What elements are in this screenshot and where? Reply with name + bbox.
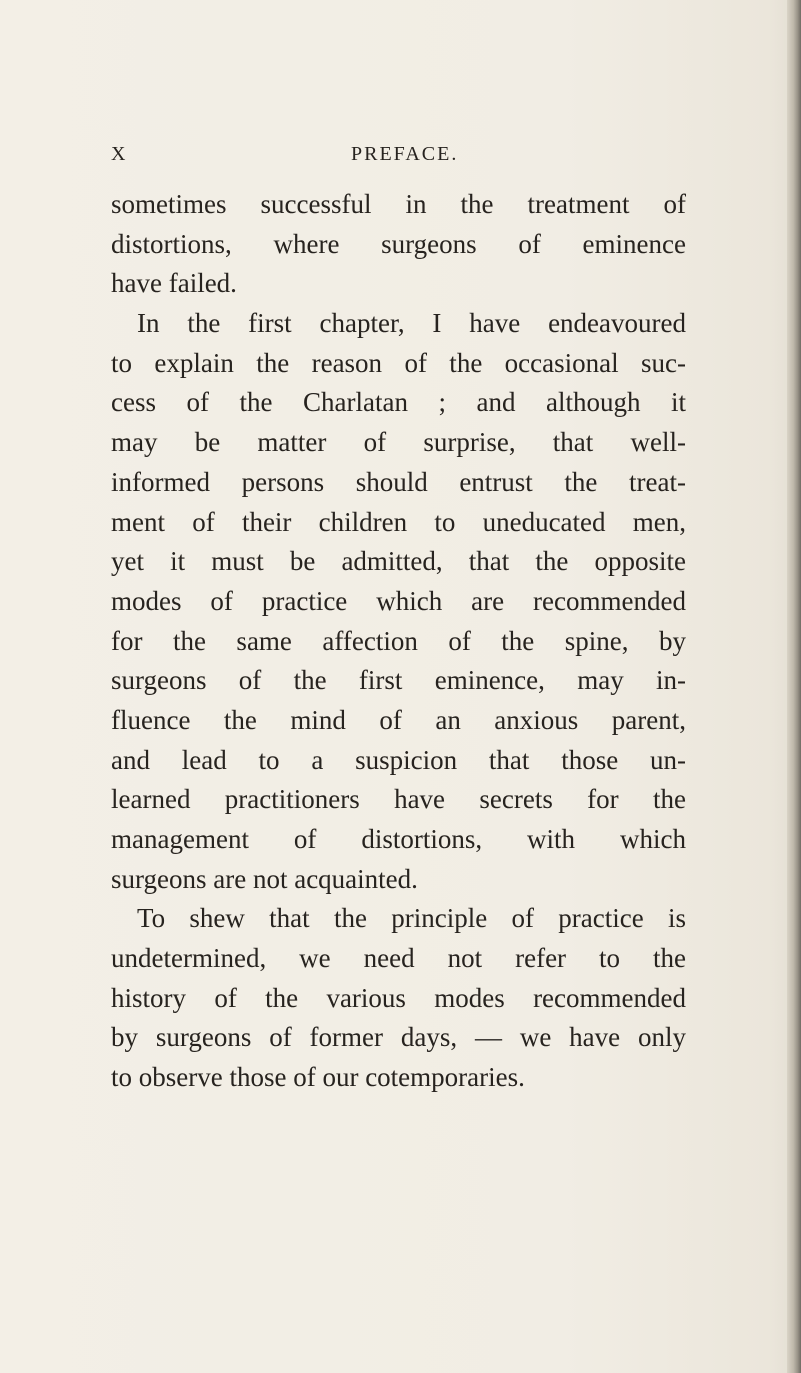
text-line: informed persons should entrust the treat-	[111, 466, 686, 497]
text-line: have failed.	[111, 268, 237, 299]
text-line: surgeons are not acquainted.	[111, 863, 418, 894]
text-line: to observe those of our cotemporaries.	[111, 1062, 525, 1093]
text-line: learned practitioners have secrets for the	[111, 784, 686, 815]
text-line: by surgeons of former days, — we have only	[111, 1022, 686, 1053]
text-line: and lead to a suspicion that those un-	[111, 744, 686, 775]
text-line: modes of practice which are recommended	[111, 585, 686, 616]
text-line: fluence the mind of an anxious parent,	[111, 704, 686, 735]
text-line: distortions, where surgeons of eminence	[111, 228, 686, 259]
page-title: PREFACE.	[351, 143, 459, 165]
text-line: ment of their children to uneducated men,	[111, 506, 686, 537]
text-line: yet it must be admitted, that the opposite	[111, 546, 686, 577]
text-line: history of the various modes recommended	[111, 982, 686, 1013]
text-line: In the first chapter, I have endeavoured	[137, 308, 686, 339]
text-line: undetermined, we need not refer to the	[111, 943, 686, 974]
text-line: management of distortions, with which	[111, 824, 686, 854]
text-line: To shew that the principle of practice is	[137, 903, 686, 934]
page-number: X	[111, 143, 127, 165]
body-text	[111, 185, 686, 1098]
text-line: cess of the Charlatan ; and although it	[111, 387, 686, 418]
text-line: surgeons of the first eminence, may in-	[111, 665, 686, 696]
page-binding-edge	[787, 0, 801, 1373]
text-line: to explain the reason of the occasional suc-	[111, 347, 686, 378]
text-line: for the same affection of the spine, by	[111, 625, 686, 656]
running-head	[111, 143, 687, 171]
text-line: may be matter of surprise, that well-	[111, 427, 686, 458]
text-line: sometimes successful in the treatment of	[111, 189, 686, 219]
